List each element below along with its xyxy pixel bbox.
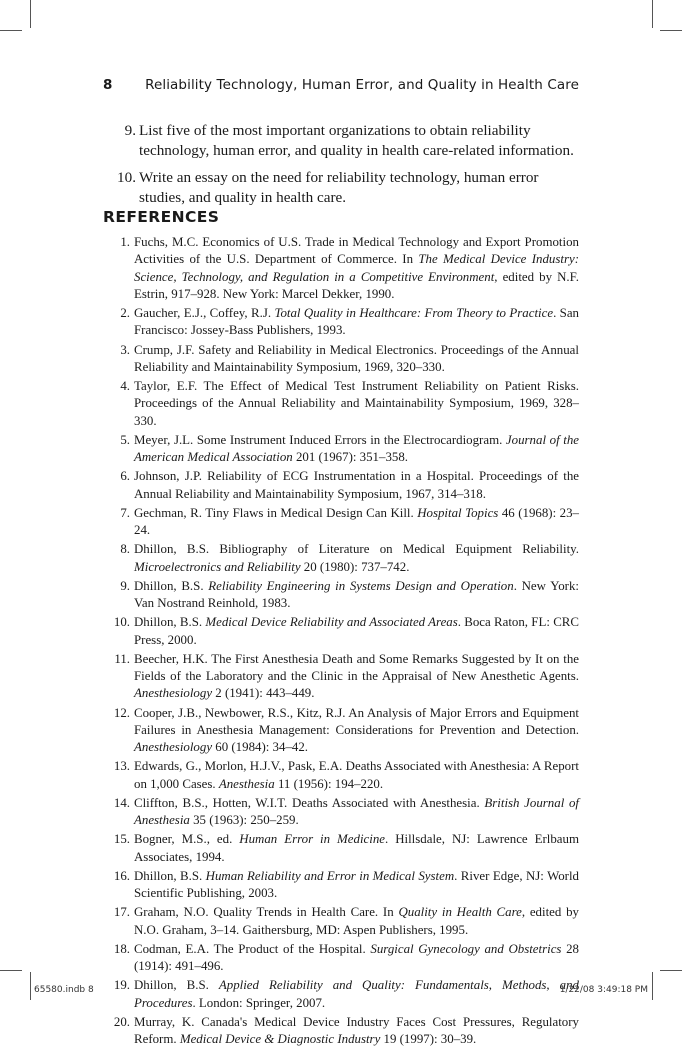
reference-title: Surgical Gynecology and Obstetrics [370,941,562,956]
reference-number: 11. [114,651,130,666]
crop-mark [652,0,653,28]
reference-item [103,831,579,866]
reference-text: Cliffton, B.S., Hotten, W.I.T. Deaths Associated with Anesthesia. [134,795,485,810]
reference-title: Anesthesiology [134,686,213,701]
reference-item [103,868,579,903]
question-number: 9. [124,122,136,139]
reference-number: 17. [113,905,130,920]
reference-item [103,305,579,340]
reference-title: The Medical Device Industry: Science, Technology, and Regulation in a Competitive Environment [134,252,579,284]
reference-item [103,468,579,503]
reference-text: 35 (1963): 250–259. [189,813,299,828]
question-item [117,121,587,161]
reference-item [103,378,579,430]
reference-number: 9. [120,578,130,593]
question-text: Write an essay on the need for reliability technology, human error studies, and quality in health care. [139,169,539,206]
reference-number: 18. [113,941,130,956]
crop-mark [660,30,682,31]
reference-text: Dhillon, B.S. [134,578,209,593]
running-title: Reliability Technology, Human Error, and Quality in Health Care [145,77,579,93]
reference-item [103,977,579,1012]
reference-text: Johnson, J.P. Reliability of ECG Instrumentation in a Hospital. Proceedings of the Annual Reliability and Maintainability Symposium, 1967, 314–318. [134,469,579,501]
reference-item [103,541,579,576]
reference-number: 13. [113,759,130,774]
reference-title: Total Quality in Healthcare: From Theory to Practice [274,306,554,321]
reference-title: Hospital Topics [417,505,499,520]
reference-text: Edwards, G., Morlon, H.J.V., Pask, E.A. Deaths Associated with Anesthesia: A Report on 1,000 Cases. [134,759,579,791]
reference-text: . London: Springer, 2007. [192,995,326,1010]
page-number: 8 [103,77,113,93]
references-heading: REFERENCES [103,208,220,226]
reference-title: Human Reliability and Error in Medical System [205,868,455,883]
reference-text: , edited by N.O. Graham, 3–14. Gaithersburg, MD: Aspen Publishers, 1995. [134,905,579,937]
reference-text: Cooper, J.B., Newbower, R.S., Kitz, R.J. An Analysis of Major Errors and Equipment Failures in Anesthesia Management: Considerations for Prevention and Detection. [134,705,579,737]
reference-item [103,614,579,649]
reference-title: Microelectronics and Reliability [134,559,301,574]
reference-text: Murray, K. Canada's Medical Device Industry Faces Cost Pressures, Regulatory Reform. [134,1014,579,1046]
reference-text: , edited by N.F. Estrin, 917–928. New York: Marcel Dekker, 1990. [134,269,579,301]
reference-title: Journal of the American Medical Association [134,432,579,465]
reference-text: 201 (1967): 351–358. [292,450,409,465]
crop-mark [652,972,653,1000]
reference-text: . Hillsdale, NJ: Lawrence Erlbaum Associates, 1994. [134,832,579,864]
reference-number: 7. [120,505,130,520]
reference-text: 11 (1956): 194–220. [274,776,384,791]
reference-text: 19 (1997): 30–39. [380,1031,477,1046]
reference-item [103,432,579,467]
reference-item [103,904,579,939]
reference-text: 20 (1980): 737–742. [300,559,410,574]
reference-item [103,941,579,976]
reference-text: Codman, E.A. The Product of the Hospital. [134,941,371,956]
reference-text: Gaucher, E.J., Coffey, R.J. [134,306,275,321]
reference-text: Fuchs, M.C. Economics of U.S. Trade in Medical Technology and Export Promotion Activities of the U.S. Department of Commerce. In [134,235,579,267]
reference-text: 28 (1914): 491–496. [134,941,579,974]
reference-item [103,651,579,703]
reference-text: Taylor, E.F. The Effect of Medical Test Instrument Reliability on Patient Risks. Proceedings of the Annual Reliability and Maintainability Symposium, 1969, 328–330. [134,379,579,428]
question-list [117,121,587,215]
reference-number: 15. [113,832,130,847]
crop-mark [30,972,31,1000]
running-header [103,77,579,97]
reference-title: Reliability Engineering in Systems Design and Operation [208,578,514,593]
reference-item [103,505,579,540]
reference-text: . New York: Van Nostrand Reinhold, 1983. [134,578,579,611]
reference-text: 46 (1968): 23–24. [134,505,580,538]
crop-mark [30,0,31,28]
reference-number: 5. [120,432,130,447]
reference-item [103,234,579,303]
reference-number: 20. [113,1014,130,1029]
reference-text: 60 (1984): 34–42. [212,740,309,755]
reference-text: . River Edge, NJ: World Scientific Publishing, 2003. [134,868,579,901]
reference-number: 6. [120,469,130,484]
reference-title: Medical Device & Diagnostic Industry [179,1031,381,1046]
reference-text: Meyer, J.L. Some Instrument Induced Errors in the Electrocardiogram. [134,432,506,447]
reference-item [103,578,579,613]
reference-text: Gechman, R. Tiny Flaws in Medical Design Can Kill. [134,505,418,520]
question-text: List five of the most important organizations to obtain reliability technology, human error, and quality in health care-related information. [139,122,574,159]
crop-mark [660,970,682,971]
reference-title: Human Error in Medicine [239,832,386,847]
reference-text: Dhillon, B.S. [134,615,206,630]
reference-number: 8. [120,542,130,557]
reference-number: 16. [113,868,130,883]
reference-item [103,1014,579,1049]
reference-number: 14. [113,795,130,810]
reference-number: 1. [120,235,130,249]
reference-text: 2 (1941): 443–449. [212,686,315,701]
reference-number: 12. [113,705,130,720]
reference-title: Anesthesiology [134,740,213,755]
reference-item [103,705,579,757]
reference-title: Anesthesia [218,776,275,791]
question-item [117,168,587,208]
reference-number: 4. [120,379,130,394]
reference-title: British Journal of Anesthesia [134,795,580,828]
reference-title: Medical Device Reliability and Associated Areas [205,615,458,630]
reference-title: Applied Reliability and Quality: Fundamentals, Methods, and Procedures [134,978,579,1010]
crop-mark [0,970,22,971]
question-number: 10. [117,169,136,186]
reference-number: 3. [120,342,130,357]
reference-item [103,795,579,830]
crop-mark [0,30,22,31]
reference-number: 2. [120,306,130,321]
reference-text: Graham, N.O. Quality Trends in Health Care. In [134,905,399,920]
reference-text: Dhillon, B.S. [134,868,206,883]
reference-list [103,234,579,1050]
reference-text: . Boca Raton, FL: CRC Press, 2000. [134,615,579,647]
reference-text: . San Francisco: Jossey-Bass Publishers, 1993. [134,306,580,338]
footer-file-name: 65580.indb 8 [34,985,94,995]
reference-text: Dhillon, B.S. Bibliography of Literature on Medical Equipment Reliability. [134,542,579,557]
reference-text: Bogner, M.S., ed. [134,832,240,847]
reference-item [103,758,579,793]
reference-number: 19. [113,978,130,993]
reference-text: Dhillon, B.S. [134,978,219,993]
reference-text: Beecher, H.K. The First Anesthesia Death and Some Remarks Suggested by It on the Fields of the Laboratory and the Clinic in the Appraisal of New Anesthetic Agents. [134,651,579,684]
reference-title: Quality in Health Care [398,905,522,920]
footer-timestamp: 1/22/08 3:49:18 PM [559,985,648,995]
reference-text: Crump, J.F. Safety and Reliability in Medical Electronics. Proceedings of the Annual Reliability and Maintainability Symposium, 1969, 320–330. [134,342,579,374]
reference-number: 10. [113,615,130,630]
reference-item [103,342,579,377]
